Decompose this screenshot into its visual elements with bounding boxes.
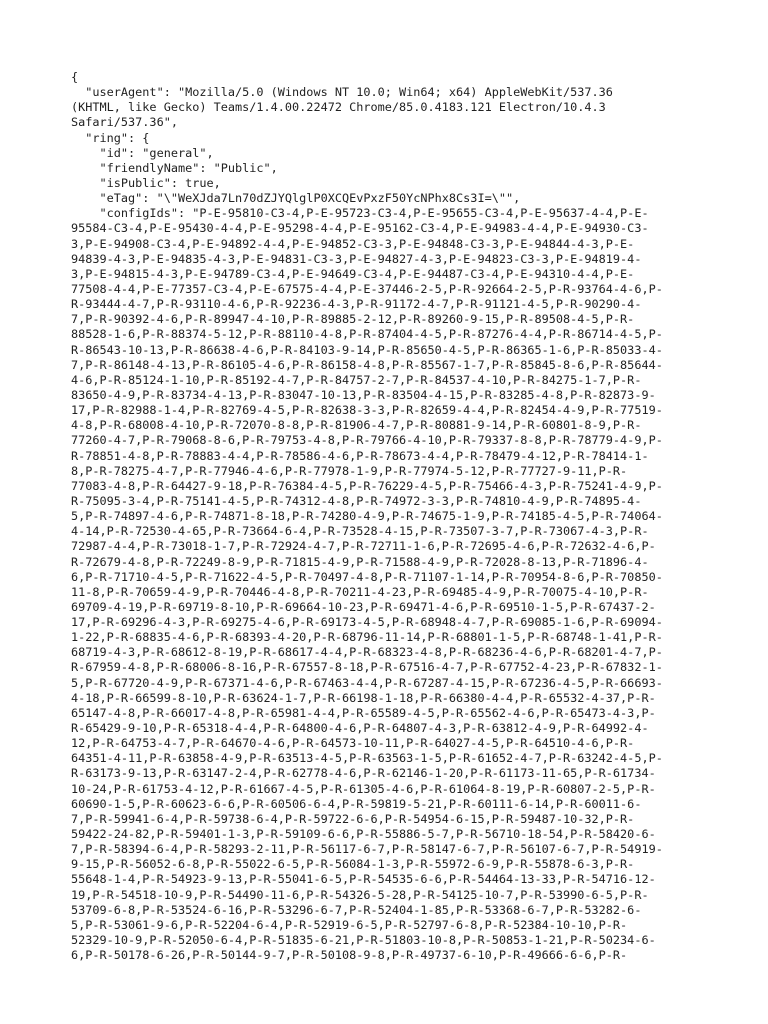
- document-line: 88528-1-6,P-R-88374-5-12,P-R-88110-4-8,P-R-87404-4-5,P-R-87276-4-4,P-R-86714-4-5,P-: [71, 327, 663, 342]
- document-line: 3,P-E-94815-4-3,P-E-94789-C3-4,P-E-94649-C3-4,P-E-94487-C3-4,P-E-94310-4-4,P-E-: [71, 266, 635, 281]
- document-line: "id": "general",: [71, 145, 214, 160]
- document-line: "configIds": "P-E-95810-C3-4,P-E-95723-C3-4,P-E-95655-C3-4,P-E-95637-4-4,P-E-: [71, 206, 649, 221]
- document-line: 6,P-R-71710-4-5,P-R-71622-4-5,P-R-70497-4-8,P-R-71107-1-14,P-R-70954-8-6,P-R-70850-: [71, 569, 663, 584]
- document-line: 11-8,P-R-70659-4-9,P-R-70446-4-8,P-R-70211-4-23,P-R-69485-4-9,P-R-70075-4-10,P-R-: [71, 584, 649, 599]
- document-line: 10-24,P-R-61753-4-12,P-R-61667-4-5,P-R-61305-4-6,P-R-61064-8-19,P-R-60807-2-5,P-R-: [71, 781, 656, 796]
- document-line: 52329-10-9,P-R-52050-6-4,P-R-51835-6-21,P-R-51803-10-8,P-R-50853-1-21,P-R-50234-6-: [71, 933, 656, 948]
- document-line: 77260-4-7,P-R-79068-8-6,P-R-79753-4-8,P-R-79766-4-10,P-R-79337-8-8,P-R-78779-4-9,P-: [71, 433, 663, 448]
- document-line: "ring": {: [71, 130, 150, 145]
- document-line: 59422-24-82,P-R-59401-1-3,P-R-59109-6-6,P-R-55886-5-7,P-R-56710-18-54,P-R-58420-6-: [71, 827, 656, 842]
- document-line: R-65429-9-10,P-R-65318-4-4,P-R-64800-4-6,P-R-64807-4-3,P-R-63812-4-9,P-R-64992-4-: [71, 721, 649, 736]
- document-line: 7,P-R-59941-6-4,P-R-59738-6-4,P-R-59722-6-6,P-R-54954-6-15,P-R-59487-10-32,P-R-: [71, 811, 635, 826]
- document-line: 95584-C3-4,P-E-95430-4-4,P-E-95298-4-4,P-E-95162-C3-4,P-E-94983-4-4,P-E-94930-C3-: [71, 221, 649, 236]
- document-line: 64351-4-11,P-R-63858-4-9,P-R-63513-4-5,P-R-63563-1-5,P-R-61652-4-7,P-R-63242-4-5,P-: [71, 751, 663, 766]
- document-line: 65147-4-8,P-R-66017-4-8,P-R-65981-4-4,P-R-65589-4-5,P-R-65562-4-6,P-R-65473-4-3,P-: [71, 705, 656, 720]
- document-line: R-75095-3-4,P-R-75141-4-5,P-R-74312-4-8,P-R-74972-3-3,P-R-74810-4-9,P-R-74895-4-: [71, 493, 642, 508]
- document-line: 9-15,P-R-56052-6-8,P-R-55022-6-5,P-R-56084-1-3,P-R-55972-6-9,P-R-55878-6-3,P-R-: [71, 857, 635, 872]
- document-line: 94839-4-3,P-E-94835-4-3,P-E-94831-C3-3,P-E-94827-4-3,P-E-94823-C3-3,P-E-94819-4-: [71, 251, 642, 266]
- document-line: 19,P-R-54518-10-9,P-R-54490-11-6,P-R-54326-5-28,P-R-54125-10-7,P-R-53990-6-5,P-R-: [71, 887, 649, 902]
- document-line: 77083-4-8,P-R-64427-9-18,P-R-76384-4-5,P-R-76229-4-5,P-R-75466-4-3,P-R-75241-4-9,P-: [71, 478, 663, 493]
- document-line: 4-18,P-R-66599-8-10,P-R-63624-1-7,P-R-66198-1-18,P-R-66380-4-4,P-R-65532-4-37,P-R-: [71, 690, 656, 705]
- document-line: (KHTML, like Gecko) Teams/1.4.00.22472 Chrome/85.0.4183.121 Electron/10.4.3: [71, 100, 606, 115]
- document-line: R-78851-4-8,P-R-78883-4-4,P-R-78586-4-6,P-R-78673-4-4,P-R-78479-4-12,P-R-78414-1-: [71, 448, 649, 463]
- document-line: Safari/537.36",: [71, 115, 178, 130]
- document-line: 7,P-R-86148-4-13,P-R-86105-4-6,P-R-86158-4-8,P-R-85567-1-7,P-R-85845-8-6,P-R-85644-: [71, 357, 663, 372]
- document-line: 8,P-R-78275-4-7,P-R-77946-4-6,P-R-77978-1-9,P-R-77974-5-12,P-R-77727-9-11,P-R-: [71, 463, 628, 478]
- document-line: 17,P-R-69296-4-3,P-R-69275-4-6,P-R-69173-4-5,P-R-68948-4-7,P-R-69085-1-6,P-R-69094-: [71, 615, 663, 630]
- document-line: 17,P-R-82988-1-4,P-R-82769-4-5,P-R-82638-3-3,P-R-82659-4-4,P-R-82454-4-9,P-R-77519-: [71, 403, 663, 418]
- json-document: [71, 70, 711, 963]
- document-line: 4-6,P-R-85124-1-10,P-R-85192-4-7,P-R-84757-2-7,P-R-84537-4-10,P-R-84275-1-7,P-R-: [71, 372, 642, 387]
- document-line: 5,P-R-67720-4-9,P-R-67371-4-6,P-R-67463-4-4,P-R-67287-4-15,P-R-67236-4-5,P-R-66693-: [71, 675, 663, 690]
- document-line: {: [71, 70, 79, 84]
- document-line: 4-14,P-R-72530-4-65,P-R-73664-6-4,P-R-73528-4-15,P-R-73507-3-7,P-R-73067-4-3,P-R-: [71, 524, 649, 539]
- document-line: 4-8,P-R-68008-4-10,P-R-72070-8-8,P-R-81906-4-7,P-R-80881-9-14,P-R-60801-8-9,P-R-: [71, 418, 642, 433]
- document-line: R-72679-4-8,P-R-72249-8-9,P-R-71815-4-9,P-R-71588-4-9,P-R-72028-8-13,P-R-71896-4-: [71, 554, 649, 569]
- document-line: 69709-4-19,P-R-69719-8-10,P-R-69664-10-23,P-R-69471-4-6,P-R-69510-1-5,P-R-67437-2-: [71, 599, 656, 614]
- document-line: "friendlyName": "Public",: [71, 160, 278, 175]
- document-line: 12,P-R-64753-4-7,P-R-64670-4-6,P-R-64573-10-11,P-R-64027-4-5,P-R-64510-4-6,P-R-: [71, 736, 635, 751]
- document-line: 3,P-E-94908-C3-4,P-E-94892-4-4,P-E-94852-C3-3,P-E-94848-C3-3,P-E-94844-4-3,P-E-: [71, 236, 635, 251]
- document-line: 7,P-R-90392-4-6,P-R-89947-4-10,P-R-89885-2-12,P-R-89260-9-15,P-R-89508-4-5,P-R-: [71, 312, 635, 327]
- document-line: 53709-6-8,P-R-53524-6-16,P-R-53296-6-7,P-R-52404-1-85,P-R-53368-6-7,P-R-53282-6-: [71, 902, 642, 917]
- document-line: "eTag": "\"WeXJda7Ln70dZJYQlglP0XCQEvPxzF50YcNPhx8Cs3I=\"",: [71, 191, 521, 206]
- document-line: 72987-4-4,P-R-73018-1-7,P-R-72924-4-7,P-R-72711-1-6,P-R-72695-4-6,P-R-72632-4-6,P-: [71, 539, 656, 554]
- document-line: R-67959-4-8,P-R-68006-8-16,P-R-67557-8-18,P-R-67516-4-7,P-R-67752-4-23,P-R-67832-1-: [71, 660, 663, 675]
- document-line: 1-22,P-R-68835-4-6,P-R-68393-4-20,P-R-68796-11-14,P-R-68801-1-5,P-R-68748-1-41,P-R-: [71, 630, 663, 645]
- document-line: 5,P-R-53061-9-6,P-R-52204-6-4,P-R-52919-6-5,P-R-52797-6-8,P-R-52384-10-10,P-R-: [71, 917, 628, 932]
- document-line: 83650-4-9,P-R-83734-4-13,P-R-83047-10-13,P-R-83504-4-15,P-R-83285-4-8,P-R-82873-9-: [71, 387, 656, 402]
- document-line: 68719-4-3,P-R-68612-8-19,P-R-68617-4-4,P-R-68323-4-8,P-R-68236-4-6,P-R-68201-4-7,P-: [71, 645, 663, 660]
- document-line: 77508-4-4,P-E-77357-C3-4,P-E-67575-4-4,P-E-37446-2-5,P-R-92664-2-5,P-R-93764-4-6,P-: [71, 281, 663, 296]
- document-line: R-93444-4-7,P-R-93110-4-6,P-R-92236-4-3,P-R-91172-4-7,P-R-91121-4-5,P-R-90290-4-: [71, 297, 642, 312]
- document-line: R-63173-9-13,P-R-63147-2-4,P-R-62778-4-6,P-R-62146-1-20,P-R-61173-11-65,P-R-61734-: [71, 766, 656, 781]
- document-line: 6,P-R-50178-6-26,P-R-50144-9-7,P-R-50108-9-8,P-R-49737-6-10,P-R-49666-6-6,P-R-: [71, 948, 628, 963]
- document-line: 60690-1-5,P-R-60623-6-6,P-R-60506-6-4,P-R-59819-5-21,P-R-60111-6-14,P-R-60011-6-: [71, 796, 642, 811]
- document-line: 7,P-R-58394-6-4,P-R-58293-2-11,P-R-56117-6-7,P-R-58147-6-7,P-R-56107-6-7,P-R-54919-: [71, 842, 663, 857]
- document-line: 55648-1-4,P-R-54923-9-13,P-R-55041-6-5,P-R-54535-6-6,P-R-54464-13-33,P-R-54716-12-: [71, 872, 656, 887]
- document-line: "isPublic": true,: [71, 175, 221, 190]
- document-line: R-86543-10-13,P-R-86638-4-6,P-R-84103-9-14,P-R-85650-4-5,P-R-86365-1-6,P-R-85033-4-: [71, 342, 663, 357]
- document-line: 5,P-R-74897-4-6,P-R-74871-8-18,P-R-74280-4-9,P-R-74675-1-9,P-R-74185-4-5,P-R-74064-: [71, 509, 663, 524]
- document-line: "userAgent": "Mozilla/5.0 (Windows NT 10.0; Win64; x64) AppleWebKit/537.36: [71, 85, 613, 100]
